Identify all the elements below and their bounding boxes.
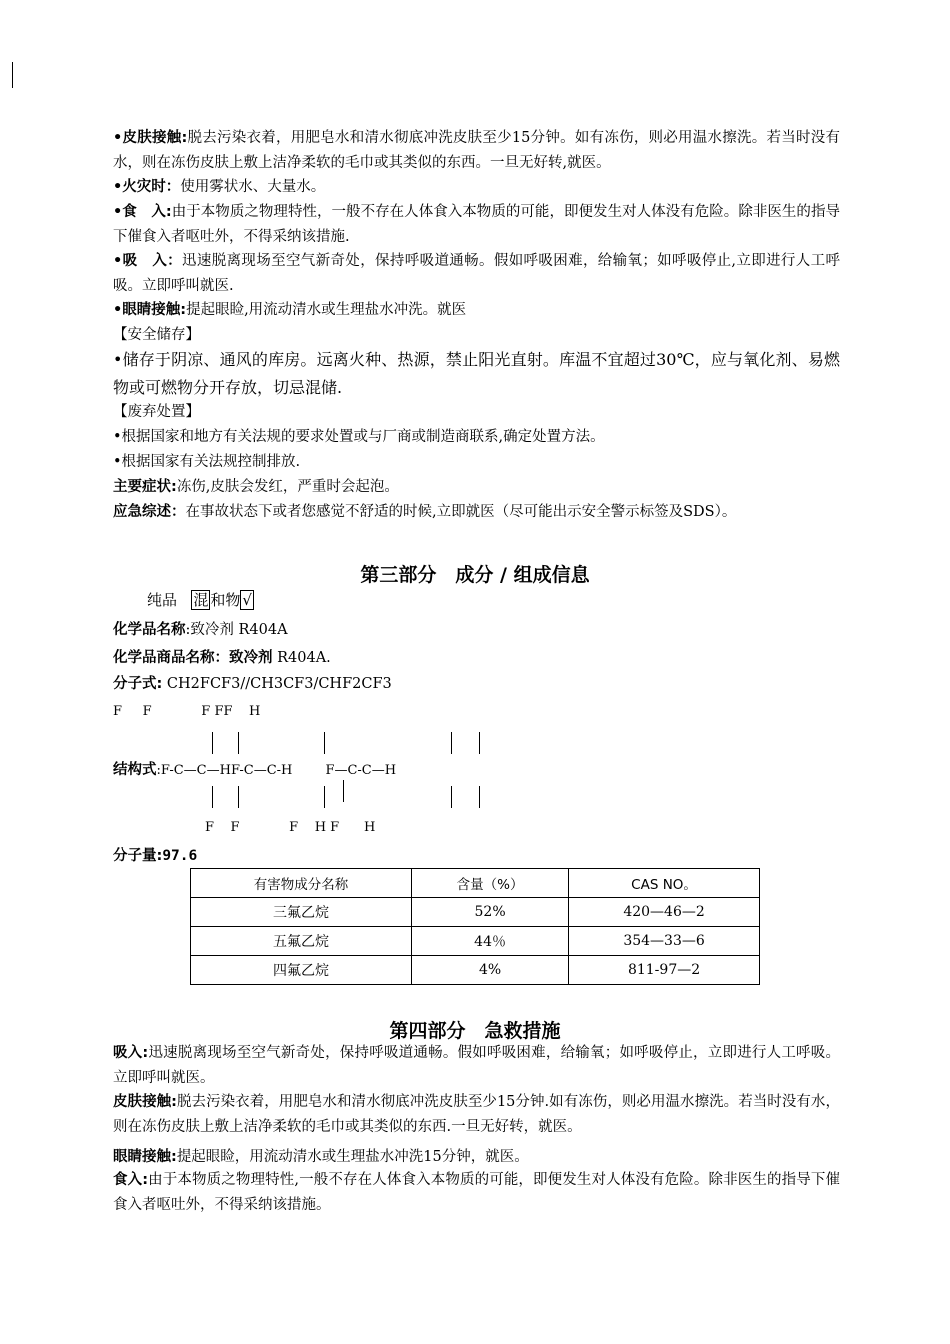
- s4-inhalation-text: 迅速脱离现场至空气新奇处，保持呼吸道通畅。假如呼吸困难，给输氧；如呼吸停止，立即进行人工呼吸。立即呼叫就医。: [113, 1045, 840, 1086]
- chem-name-value: :致冷剂 R404A: [185, 622, 288, 638]
- disposal-item-2: •根据国家有关法规控制排放.: [113, 454, 301, 470]
- skin-contact-text: 脱去污染衣着，用肥皂水和清水彻底冲洗皮肤至少15分钟。如有冻伤，则必用温水擦洗。若当时没有水，则在冻伤皮肤上敷上洁净柔软的毛巾或其类似的东西。一旦无好转,就医。: [113, 130, 840, 171]
- ingestion-text: 由于本物质之物理特性，一般不存在人体食入本物质的可能，即便发生对人体没有危险。除非医生的指导下催食入者呕吐外，不得采纳该措施.: [113, 204, 840, 245]
- symptoms-text: 冻伤,皮肤会发红，严重时会起泡。: [176, 479, 399, 495]
- s4-skin-label: 皮肤接触:: [113, 1094, 177, 1110]
- symptoms-line: [113, 475, 840, 500]
- bond-line: [238, 786, 239, 808]
- disposal-item-1: •根据国家和地方有关法规的要求处置或与厂商或制造商联系,确定处置方法。: [113, 429, 605, 445]
- ingestion-paragraph: [113, 200, 840, 250]
- bond-line: [479, 786, 480, 808]
- molecular-weight-label: 分子量:: [113, 848, 163, 864]
- skin-contact-label: •皮肤接触:: [113, 130, 188, 146]
- mixture-check-box: √: [242, 591, 252, 609]
- formula-line: [113, 674, 840, 694]
- table-row: [191, 956, 760, 985]
- table-cell: 三氟乙烷: [191, 898, 412, 927]
- fire-paragraph: [113, 175, 840, 200]
- storage-heading: 【安全储存】: [113, 327, 200, 343]
- structure-top-atoms: F F F FF H: [113, 704, 261, 719]
- eye-contact-paragraph: [113, 298, 840, 323]
- structure-line: [113, 760, 840, 781]
- bond-line: [324, 786, 325, 808]
- s4-ingestion-label: 食入:: [113, 1172, 149, 1188]
- skin-contact-paragraph: [113, 126, 840, 176]
- table-cell: 五氟乙烷: [191, 927, 412, 956]
- table-cell: 354—33—6: [569, 927, 760, 956]
- chem-name-line: [113, 620, 840, 640]
- s4-eye-label: 眼睛接触:: [113, 1149, 177, 1165]
- bond-line: [212, 732, 213, 754]
- column-header-cas: CAS NO。: [569, 869, 760, 898]
- s4-skin-paragraph: [113, 1090, 840, 1140]
- bond-line: [324, 732, 325, 754]
- text-cursor: [12, 62, 13, 88]
- fire-text: 使用雾状水、大量水。: [180, 179, 326, 195]
- table-cell: 52%: [412, 898, 569, 927]
- structure-main-chain: :F-C—C—HF-C—C-H F—C-C—H: [156, 763, 397, 778]
- trade-name-line: [113, 648, 840, 668]
- inhalation-paragraph: [113, 249, 840, 299]
- section-3-title: 第三部分 成分 / 组成信息: [360, 564, 590, 586]
- table-cell: 420—46—2: [569, 898, 760, 927]
- section-4-title: 第四部分 急救措施: [389, 1020, 561, 1042]
- storage-text: •储存于阴凉、通风的库房。远离火种、热源，禁止阳光直射。库温不宜超过30℃，应与氧化剂、易燃物或可燃物分开存放，切忌混储.: [113, 350, 840, 397]
- table-cell: 四氟乙烷: [191, 956, 412, 985]
- table-cell: 44％: [412, 927, 569, 956]
- trade-name-value: R404A.: [272, 650, 331, 666]
- table-row: [191, 898, 760, 927]
- formula-label: 分子式:: [113, 676, 163, 692]
- bond-line: [343, 780, 344, 802]
- structure-bottom-atoms: F F F H F H: [205, 820, 376, 835]
- emergency-text: 在事故状态下或者您感觉不舒适的时候,立即就医（尽可能出示安全警示标签及SDS）。: [185, 504, 737, 520]
- table-cell: 4%: [412, 956, 569, 985]
- bond-line: [238, 732, 239, 754]
- eye-contact-text: 提起眼睑,用流动清水或生理盐水冲洗。就医: [186, 302, 467, 318]
- ingestion-label: •食 入:: [113, 204, 172, 220]
- table-cell: 811-97—2: [569, 956, 760, 985]
- bond-line: [451, 786, 452, 808]
- mixture-box: 混: [193, 591, 209, 609]
- chem-name-label: 化学品名称: [113, 622, 186, 638]
- column-header-content: 含量（%）: [412, 869, 569, 898]
- emergency-label: 应急综述：: [113, 504, 186, 520]
- bond-line: [451, 732, 452, 754]
- table-row: [191, 927, 760, 956]
- molecular-weight-value: 97.6: [162, 848, 198, 864]
- s4-ingestion-text: 由于本物质之物理特性,一般不存在人体食入本物质的可能，即便发生对人体没有危险。除非医生的指导下催食入者呕吐外，不得采纳该措施。: [113, 1172, 840, 1213]
- pure-label: 纯品: [147, 591, 178, 609]
- composition-type-line: [147, 590, 874, 610]
- molecular-weight-line: [113, 846, 840, 866]
- s4-eye-paragraph: [113, 1145, 840, 1170]
- mixture-label: 和物: [210, 591, 241, 609]
- inhalation-text: 迅速脱离现场至空气新奇处，保持呼吸道通畅。假如呼吸困难，给输氧；如呼吸停止,立即进行人工呼吸。立即呼叫就医.: [113, 253, 840, 294]
- s4-inhalation-label: 吸入:: [113, 1045, 149, 1061]
- s4-inhalation-paragraph: [113, 1041, 840, 1091]
- s4-ingestion-paragraph: [113, 1168, 840, 1218]
- composition-table: [190, 868, 760, 985]
- symptoms-label: 主要症状:: [113, 479, 177, 495]
- bond-line: [212, 786, 213, 808]
- disposal-heading: 【废弃处置】: [113, 404, 200, 420]
- trade-name-label: 化学品商品名称：致冷剂: [113, 650, 273, 666]
- inhalation-label: •吸 入：: [113, 253, 183, 269]
- formula-value: CH2FCF3//CH3CF3/CHF2CF3: [162, 676, 392, 692]
- eye-contact-label: •眼睛接触:: [113, 302, 187, 318]
- s4-skin-text: 脱去污染衣着，用肥皂水和清水彻底冲洗皮肤至少15分钟.如有冻伤，则必用温水擦洗。若当时没有水，则在冻伤皮肤上敷上洁净柔软的毛巾或其类似的东西.一旦无好转，就医。: [113, 1094, 840, 1135]
- emergency-line: [113, 500, 840, 525]
- table-header-row: [191, 869, 760, 898]
- fire-label: •火灾时：: [113, 179, 181, 195]
- bond-line: [479, 732, 480, 754]
- structure-label: 结构式: [113, 762, 157, 778]
- column-header-component: 有害物成分名称: [191, 869, 412, 898]
- s4-eye-text: 提起眼睑，用流动清水或生理盐水冲洗15分钟，就医。: [176, 1149, 529, 1165]
